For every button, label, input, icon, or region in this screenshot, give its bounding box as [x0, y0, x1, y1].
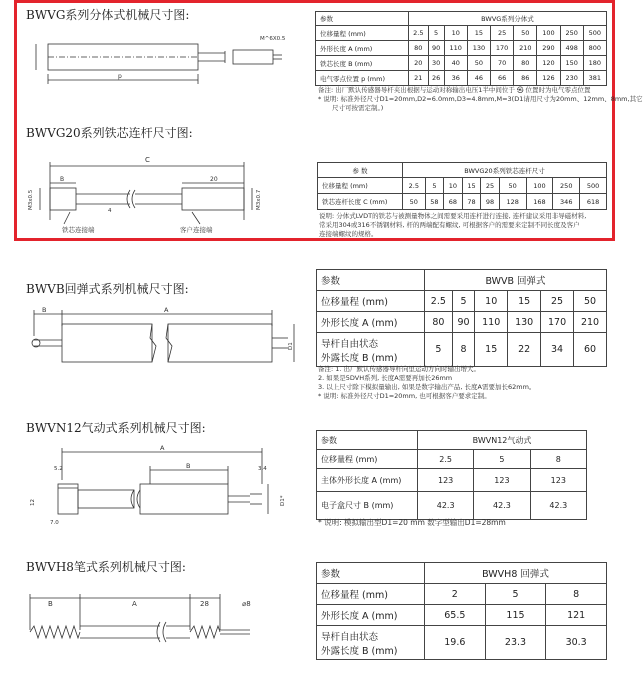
bwvg-cell: 80	[514, 56, 537, 71]
bwvh8-dim-8: ⌀8	[242, 600, 251, 608]
bwvh8-cell: 2	[425, 584, 486, 605]
bwvg-cell: 15	[467, 26, 490, 41]
bwvg-dim-m: M^6X0.5	[260, 36, 286, 42]
bwvg-table-row	[316, 26, 607, 41]
bwvb-dim-d1: D1	[288, 342, 294, 350]
bwvg20-table-header-left: 参 数	[318, 163, 403, 178]
bwvg-cell: 126	[537, 71, 560, 86]
bwvg-row-label: 位移量程 (mm)	[316, 26, 409, 41]
bwvg-drawing	[20, 22, 310, 102]
bwvh8-row-label: 导杆自由状态 外露长度 B (mm)	[317, 626, 425, 660]
bwvg20-cell: 25	[481, 178, 500, 194]
bwvg20-cell: 500	[580, 178, 607, 194]
bwvb-table-header-left: 参数	[317, 270, 425, 291]
bwvh8-dim-a: A	[132, 600, 137, 608]
bwvg20-cell: 250	[553, 178, 580, 194]
bwvn12-cell: 8	[530, 450, 586, 469]
bwvg-cell: 36	[444, 71, 467, 86]
bwvb-title: BWVB回弹式系列机械尺寸图:	[26, 282, 189, 296]
bwvg20-drawing	[20, 150, 260, 236]
bwvg-notes: 备注: 出厂默认传感器导杆夹出根据与运动对称输出电压1半中间位于 ㉿ 位置时为电气零点位置 * 说明: 标准外径尺寸D1=20mm,D2=6.0mm,D3=4.8mm,M=3(D1请用尺寸为20mm、12mm、8mm,其它 尺寸可按需定制。)	[318, 86, 643, 112]
bwvg-cell: 5	[428, 26, 444, 41]
bwvg-cell: 500	[583, 26, 606, 41]
bwvg-cell: 120	[537, 56, 560, 71]
bwvn12-dim-34: 3.4	[258, 466, 267, 472]
bwvb-cell: 2.5	[425, 291, 453, 312]
bwvg-cell: 80	[409, 41, 429, 56]
bwvn12-cell: 42.3	[530, 492, 586, 520]
bwvh8-row-label: 外形长度 A (mm)	[317, 605, 425, 626]
bwvg20-dim-mr: M3x0.7	[256, 189, 262, 210]
bwvn12-cell: 123	[530, 469, 586, 492]
bwvg20-cell: 346	[553, 194, 580, 210]
bwvb-cell: 5	[425, 333, 453, 367]
bwvb-cell: 15	[508, 291, 541, 312]
bwvg20-cell: 2.5	[403, 178, 426, 194]
bwvg20-dim-20: 20	[210, 176, 218, 183]
bwvn12-dim-d1: D1*	[280, 495, 286, 506]
bwvb-cell: 50	[574, 291, 607, 312]
bwvg-cell: 498	[560, 41, 583, 56]
bwvh8-cell: 65.5	[425, 605, 486, 626]
bwvg-cell: 26	[428, 71, 444, 86]
bwvb-cell: 34	[541, 333, 574, 367]
bwvn12-table-row	[317, 450, 587, 469]
bwvg-cell: 290	[537, 41, 560, 56]
bwvg-cell: 250	[560, 26, 583, 41]
bwvg-cell: 130	[467, 41, 490, 56]
bwvg20-cell: 10	[444, 178, 463, 194]
bwvh8-title: BWVH8笔式系列机械尺寸图:	[26, 560, 186, 574]
bwvg20-table-row	[318, 194, 607, 210]
bwvb-dim-b: B	[42, 306, 47, 314]
bwvb-table-row	[317, 333, 607, 367]
bwvb-table	[316, 269, 607, 367]
bwvh8-drawing	[20, 588, 300, 658]
bwvg-row-label: 铁芯长度 B (mm)	[316, 56, 409, 71]
bwvn12-row-label: 主体外形长度 A (mm)	[317, 469, 418, 492]
bwvg20-row-label: 铁芯连杆长度 C (mm)	[318, 194, 403, 210]
bwvb-cell: 10	[475, 291, 508, 312]
bwvg-cell: 50	[467, 56, 490, 71]
bwvh8-cell: 8	[546, 584, 607, 605]
bwvn12-table	[316, 430, 587, 520]
bwvb-table-row	[317, 312, 607, 333]
bwvg-table-header-left: 参数	[316, 12, 409, 26]
bwvg-cell: 21	[409, 71, 429, 86]
bwvn12-cell: 123	[474, 469, 530, 492]
bwvb-cell: 80	[425, 312, 453, 333]
bwvg20-cell: 618	[580, 194, 607, 210]
bwvg-table-row	[316, 56, 607, 71]
bwvg-cell: 10	[444, 26, 467, 41]
bwvb-notes: 备注: 1. 出厂默认传感器导杆向里运动方向时输出增大。 2. 如果是5DVH系列, 长度A需要再加长26mm 3. 以上尺寸除下模拟量输出, 如果是数字输出产品, 长度A需要加长62mm。 * 说明: 标准外径尺寸D1=20mm, 也可根据客户要求定制。	[318, 365, 536, 400]
bwvh8-cell: 5	[485, 584, 546, 605]
bwvg20-title: BWVG20系列铁芯连杆尺寸图:	[26, 126, 193, 140]
bwvn12-cell: 42.3	[474, 492, 530, 520]
bwvh8-table-header-left: 参数	[317, 563, 425, 584]
bwvb-row-label: 位移量程 (mm)	[317, 291, 425, 312]
bwvh8-dim-b: B	[48, 600, 53, 608]
bwvb-cell: 22	[508, 333, 541, 367]
bwvg20-label-right: 客户连接端	[180, 226, 213, 234]
bwvn12-dim-52: 5.2	[54, 466, 63, 472]
bwvg20-dim-d: 4	[108, 208, 112, 214]
bwvg20-cell: 58	[425, 194, 444, 210]
bwvb-table-header-right: BWVB 回弹式	[425, 270, 607, 291]
bwvg20-table-header-right: BWVG20系列铁芯连杆尺寸	[403, 163, 607, 178]
bwvg20-dim-m: M3x0.5	[28, 189, 34, 210]
bwvn12-dim-70: 7.0	[50, 520, 59, 526]
bwvn12-dim-12: 12	[30, 499, 36, 506]
bwvg-cell: 40	[444, 56, 467, 71]
bwvb-drawing	[22, 302, 302, 372]
bwvb-cell: 25	[541, 291, 574, 312]
bwvn12-table-row	[317, 469, 587, 492]
bwvb-cell: 110	[475, 312, 508, 333]
bwvh8-cell: 121	[546, 605, 607, 626]
bwvb-cell: 60	[574, 333, 607, 367]
bwvg20-table-row	[318, 178, 607, 194]
bwvn12-row-label: 电子盒尺寸 B (mm)	[317, 492, 418, 520]
bwvb-row-label: 导杆自由状态 外露长度 B (mm)	[317, 333, 425, 367]
bwvg20-cell: 100	[526, 178, 553, 194]
bwvg-row-label: 外形长度 A (mm)	[316, 41, 409, 56]
bwvn12-title: BWVN12气动式系列机械尺寸图:	[26, 421, 206, 435]
bwvh8-table	[316, 562, 607, 660]
bwvg-cell: 50	[514, 26, 537, 41]
bwvg-table-row	[316, 41, 607, 56]
bwvg-cell: 210	[514, 41, 537, 56]
bwvg-cell: 66	[491, 71, 514, 86]
bwvh8-cell: 23.3	[485, 626, 546, 660]
bwvn12-row-label: 位移量程 (mm)	[317, 450, 418, 469]
bwvg-cell: 800	[583, 41, 606, 56]
bwvg20-cell: 68	[444, 194, 463, 210]
bwvg-row-label: 电气零点位置 p (mm)	[316, 71, 409, 86]
bwvh8-row-label: 位移量程 (mm)	[317, 584, 425, 605]
bwvg-table	[315, 11, 607, 86]
bwvh8-dim-28: 28	[200, 600, 209, 608]
bwvg-cell: 230	[560, 71, 583, 86]
bwvh8-table-header-right: BWVH8 回弹式	[425, 563, 607, 584]
bwvb-cell: 15	[475, 333, 508, 367]
bwvg-cell: 170	[491, 41, 514, 56]
bwvb-cell: 8	[452, 333, 475, 367]
bwvg-cell: 20	[409, 56, 429, 71]
bwvg20-cell: 168	[526, 194, 553, 210]
bwvg-cell: 381	[583, 71, 606, 86]
bwvg-title: BWVG系列分体式机械尺寸图:	[26, 8, 190, 22]
bwvg-cell: 70	[491, 56, 514, 71]
bwvn12-cell: 42.3	[418, 492, 474, 520]
bwvn12-dim-b: B	[186, 462, 191, 470]
bwvg-cell: 90	[428, 41, 444, 56]
bwvg20-cell: 78	[462, 194, 481, 210]
bwvb-cell: 5	[452, 291, 475, 312]
bwvg20-dim-b: B	[60, 176, 65, 183]
bwvg20-cell: 15	[462, 178, 481, 194]
bwvb-cell: 130	[508, 312, 541, 333]
bwvg20-table	[317, 162, 607, 210]
bwvb-table-row	[317, 291, 607, 312]
bwvg-table-row	[316, 71, 607, 86]
bwvb-cell: 90	[452, 312, 475, 333]
bwvg-cell: 86	[514, 71, 537, 86]
bwvb-dim-a: A	[164, 306, 169, 314]
bwvn12-drawing	[22, 440, 312, 528]
bwvb-cell: 170	[541, 312, 574, 333]
bwvg20-label-left: 铁芯连接端	[62, 226, 95, 234]
bwvn12-cell: 2.5	[418, 450, 474, 469]
bwvn12-table-row	[317, 492, 587, 520]
bwvh8-cell: 115	[485, 605, 546, 626]
bwvb-row-label: 外形长度 A (mm)	[317, 312, 425, 333]
bwvh8-table-row	[317, 626, 607, 660]
bwvg-cell: 180	[583, 56, 606, 71]
bwvg-cell: 100	[537, 26, 560, 41]
bwvg-cell: 25	[491, 26, 514, 41]
bwvg20-dim-c: C	[145, 156, 150, 164]
bwvh8-table-row	[317, 605, 607, 626]
bwvb-cell: 210	[574, 312, 607, 333]
bwvg20-row-label: 位移量程 (mm)	[318, 178, 403, 194]
bwvg20-cell: 128	[499, 194, 526, 210]
bwvn12-table-header-left: 参数	[317, 431, 418, 450]
bwvh8-cell: 19.6	[425, 626, 486, 660]
bwvg20-cell: 50	[403, 194, 426, 210]
bwvn12-notes: * 说明: 模拟输出型D1=20 mm 数字型输出D1=28mm	[318, 518, 506, 527]
bwvg20-cell: 50	[499, 178, 526, 194]
bwvn12-table-header-right: BWVN12气动式	[418, 431, 587, 450]
bwvg-table-header-right: BWVG系列分体式	[409, 12, 607, 26]
bwvn12-cell: 5	[474, 450, 530, 469]
bwvg-cell: 2.5	[409, 26, 429, 41]
bwvg-cell: 30	[428, 56, 444, 71]
bwvn12-dim-a: A	[160, 444, 165, 452]
bwvh8-table-row	[317, 584, 607, 605]
bwvh8-cell: 30.3	[546, 626, 607, 660]
svg-text:p: p	[118, 73, 122, 80]
bwvg-cell: 46	[467, 71, 490, 86]
bwvg-cell: 150	[560, 56, 583, 71]
bwvg-cell: 110	[444, 41, 467, 56]
bwvg20-cell: 5	[425, 178, 444, 194]
bwvg20-notes: 说明: 分体式LVDT的铁芯与被测量物体之间需要采用连杆进行连接, 连杆建议采用非导磁材料, 常采用304或316不锈钢材料, 杆的两端配有螺纹, 可根据客户的需要来定制不同长度及客户 连接端螺纹的规格。	[319, 212, 587, 238]
bwvg20-cell: 98	[481, 194, 500, 210]
bwvn12-cell: 123	[418, 469, 474, 492]
